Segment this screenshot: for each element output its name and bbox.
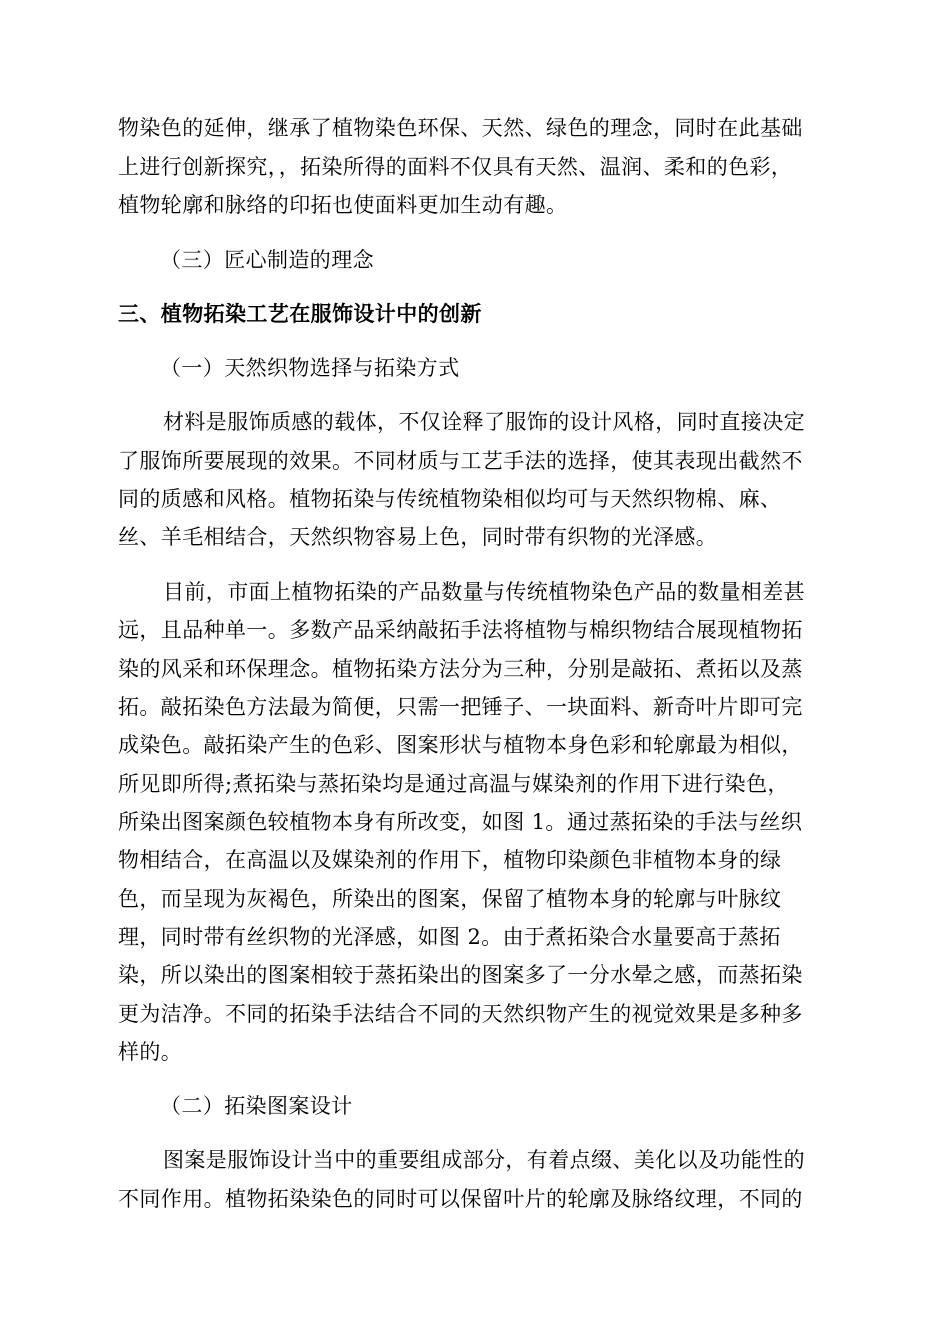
- paragraph-line: 样的。: [118, 1040, 183, 1064]
- paragraph-line: 理，同时带有丝织物的光泽感，如图 2。由于煮拓染合水量要高于蒸拓: [118, 925, 781, 949]
- paragraph-line: 不同作用。植物拓染染色的同时可以保留叶片的轮廓及脉络纹理，不同的: [118, 1187, 803, 1211]
- paragraph-line: 染，所以染出的图案相较于蒸拓染出的图案多了一分水晕之感，而蒸拓染: [118, 963, 803, 987]
- paragraph-line: 丝、羊毛相结合，天然织物容易上色，同时带有织物的光泽感。: [118, 525, 718, 549]
- paragraph-line: 同的质感和风格。植物拓染与传统植物染相似均可与天然织物棉、麻、: [118, 487, 782, 511]
- paragraph-line: 染的风采和环保理念。植物拓染方法分为三种，分别是敲拓、煮拓以及蒸: [118, 657, 803, 681]
- paragraph-line: 所见即所得;煮拓染与蒸拓染均是通过高温与媒染剂的作用下进行染色，: [118, 772, 789, 796]
- subheading: （二）拓染图案设计: [160, 1094, 353, 1118]
- subheading: （一）天然织物选择与拓染方式: [160, 356, 460, 380]
- paragraph-line: 图案是服饰设计当中的重要组成部分，有着点缀、美化以及功能性的: [163, 1148, 805, 1172]
- paragraph-line: 远，且品种单一。多数产品采纳敲拓手法将植物与棉织物结合展现植物拓: [118, 618, 803, 642]
- subheading: （三）匠心制造的理念: [160, 248, 374, 272]
- paragraph-line: 物相结合，在高温以及媒染剂的作用下，植物印染颜色非植物本身的绿: [118, 848, 782, 872]
- paragraph-line: 目前，市面上植物拓染的产品数量与传统植物染色产品的数量相差甚: [163, 580, 805, 604]
- paragraph-line: 成染色。敲拓染产生的色彩、图案形状与植物本身色彩和轮廓最为相似，: [118, 733, 803, 757]
- section-heading: 三、植物拓染工艺在服饰设计中的创新: [118, 302, 482, 326]
- paragraph-line: 材料是服饰质感的载体，不仅诠释了服饰的设计风格，同时直接决定: [163, 410, 805, 434]
- paragraph-line: 拓。敲拓染色方法最为简便，只需一把锤子、一块面料、新奇叶片即可完: [118, 695, 803, 719]
- paragraph-line: 植物轮廓和脉络的印拓也使面料更加生动有趣。: [118, 193, 568, 217]
- paragraph-line: 色，而呈现为灰褐色，所染出的图案，保留了植物本身的轮廓与叶脉纹: [118, 887, 782, 911]
- paragraph-line: 了服饰所要展现的效果。不同材质与工艺手法的选择，使其表现出截然不: [118, 449, 803, 473]
- paragraph-line: 上进行创新探究，，拓染所得的面料不仅具有天然、温润、柔和的色彩，: [118, 155, 793, 179]
- paragraph-line: 更为洁净。不同的拓染手法结合不同的天然织物产生的视觉效果是多种多: [118, 1002, 803, 1026]
- paragraph-line: 所染出图案颜色较植物本身有所改变，如图 1。通过蒸拓染的手法与丝织: [118, 810, 803, 834]
- paragraph-line: 物染色的延伸，继承了植物染色环保、天然、绿色的理念，同时在此基础: [118, 116, 803, 140]
